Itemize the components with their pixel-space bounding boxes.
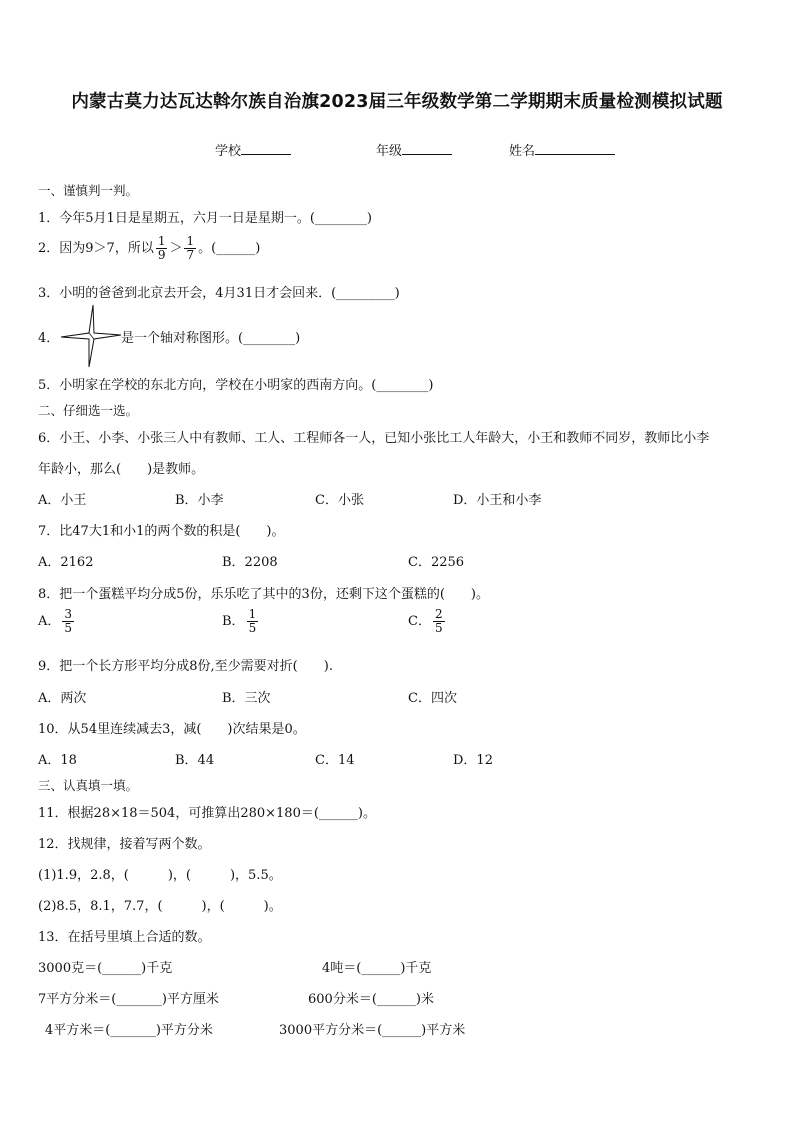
fraction-numerator: 1 <box>248 607 257 621</box>
fraction-numerator: 2 <box>434 607 443 621</box>
section-3-heading: 三、认真填一填。 <box>38 778 139 793</box>
question-13-item-2: 4吨＝(______)千克 <box>322 961 432 976</box>
grade-label: 年级 <box>376 144 403 159</box>
question-8: 8．把一个蛋糕平均分成5份，乐乐吃了其中的3份，还剩下这个蛋糕的( )。 <box>38 587 489 602</box>
question-13-item-5: 4平方米＝(_______)平方分米 <box>45 1023 213 1038</box>
question-6-option-d[interactable]: D．小王和小李 <box>453 493 542 508</box>
question-3: 3．小明的爸爸到北京去开会，4月31日才会回来．(_________) <box>38 286 400 301</box>
fraction-two-fifths <box>433 608 445 635</box>
question-7: 7．比47大1和小1的两个数的积是( )。 <box>38 524 285 539</box>
question-7-option-c[interactable]: C．2256 <box>408 555 465 570</box>
question-7-option-b[interactable]: B．2208 <box>222 555 278 570</box>
question-6-line-2: 年龄小，那么( )是教师。 <box>38 462 205 477</box>
question-13-item-1: 3000克＝(______)千克 <box>38 961 173 976</box>
fraction-one-fifth <box>247 608 259 635</box>
fraction-denominator: 7 <box>186 248 195 262</box>
school-field[interactable] <box>215 140 291 159</box>
question-13-item-6: 3000平方分米＝(______)平方米 <box>279 1023 466 1038</box>
fraction-three-fifths <box>62 608 74 635</box>
question-6-line-1: 6．小王、小李、小张三人中有教师、工人、工程师各一人，已知小张比工人年龄大，小王和教师不同岁，教师比小李 <box>38 431 710 446</box>
pinwheel-figure-icon <box>56 303 126 369</box>
question-9-option-b[interactable]: B．三次 <box>222 691 271 706</box>
question-1: 1．今年5月1日是星期五，六月一日是星期一。(________) <box>38 211 372 226</box>
question-10-option-d[interactable]: D．12 <box>453 753 493 768</box>
question-2-suffix: 。(______) <box>198 241 261 256</box>
question-13-item-3: 7平方分米＝(_______)平方厘米 <box>38 992 219 1007</box>
question-6-option-a[interactable]: A．小王 <box>38 493 87 508</box>
question-10-option-a[interactable]: A．18 <box>38 753 77 768</box>
question-8-option-a[interactable] <box>38 608 76 635</box>
question-10-option-b[interactable]: B．44 <box>175 753 215 768</box>
option-label: B． <box>222 614 245 629</box>
fraction-denominator: 5 <box>434 621 443 635</box>
question-12-part-1: (1)1.9，2.8，( )，( )，5.5。 <box>38 868 282 883</box>
grade-field[interactable] <box>376 140 452 159</box>
question-6-option-c[interactable]: C．小张 <box>315 493 364 508</box>
page-title: 内蒙古莫力达瓦达斡尔族自治旗2023届三年级数学第二学期期末质量检测模拟试题 <box>71 92 723 112</box>
name-field[interactable] <box>509 140 615 159</box>
name-blank[interactable] <box>535 142 615 155</box>
question-6-option-b[interactable]: B．小李 <box>175 493 224 508</box>
fraction-one-ninth <box>156 235 168 262</box>
question-9-option-a[interactable]: A．两次 <box>38 691 87 706</box>
question-13: 13．在括号里填上合适的数。 <box>38 930 211 945</box>
question-12-part-2: (2)8.5，8.1，7.7，( )，( )。 <box>38 899 282 914</box>
question-5: 5．小明家在学校的东北方向，学校在小明家的西南方向。(________) <box>38 378 434 393</box>
option-label: C． <box>408 614 431 629</box>
fraction-numerator: 1 <box>186 234 195 248</box>
name-label: 姓名 <box>509 144 536 159</box>
school-label: 学校 <box>215 144 242 159</box>
question-2 <box>38 235 260 262</box>
question-11: 11．根据28×18＝504，可推算出280×180＝(______)。 <box>38 806 376 821</box>
section-1-heading: 一、谨慎判一判。 <box>38 183 139 198</box>
school-blank[interactable] <box>241 142 291 155</box>
fraction-numerator: 1 <box>157 234 166 248</box>
question-4-number: 4． <box>38 331 60 346</box>
question-9: 9．把一个长方形平均分成8份,至少需要对折( ). <box>38 659 333 674</box>
question-12: 12．找规律，接着写两个数。 <box>38 837 211 852</box>
section-2-heading: 二、仔细选一选。 <box>38 403 139 418</box>
option-label: A． <box>38 614 61 629</box>
fraction-numerator: 3 <box>64 607 73 621</box>
greater-than-sign: ＞ <box>169 241 183 256</box>
fraction-denominator: 9 <box>157 248 166 262</box>
question-2-prefix: 2．因为9＞7，所以 <box>38 241 154 256</box>
question-7-option-a[interactable]: A．2162 <box>38 555 94 570</box>
fraction-denominator: 5 <box>248 621 257 635</box>
grade-blank[interactable] <box>402 142 452 155</box>
question-8-option-b[interactable] <box>222 608 260 635</box>
question-10: 10．从54里连续减去3，减( )次结果是0。 <box>38 722 306 737</box>
question-10-option-c[interactable]: C．14 <box>315 753 355 768</box>
question-4-text: 是一个轴对称图形。(________) <box>121 331 301 346</box>
question-13-item-4: 600分米＝(______)米 <box>308 992 434 1007</box>
question-8-option-c[interactable] <box>408 608 447 635</box>
question-9-option-c[interactable]: C．四次 <box>408 691 457 706</box>
fraction-denominator: 5 <box>64 621 73 635</box>
fraction-one-seventh <box>184 235 196 262</box>
